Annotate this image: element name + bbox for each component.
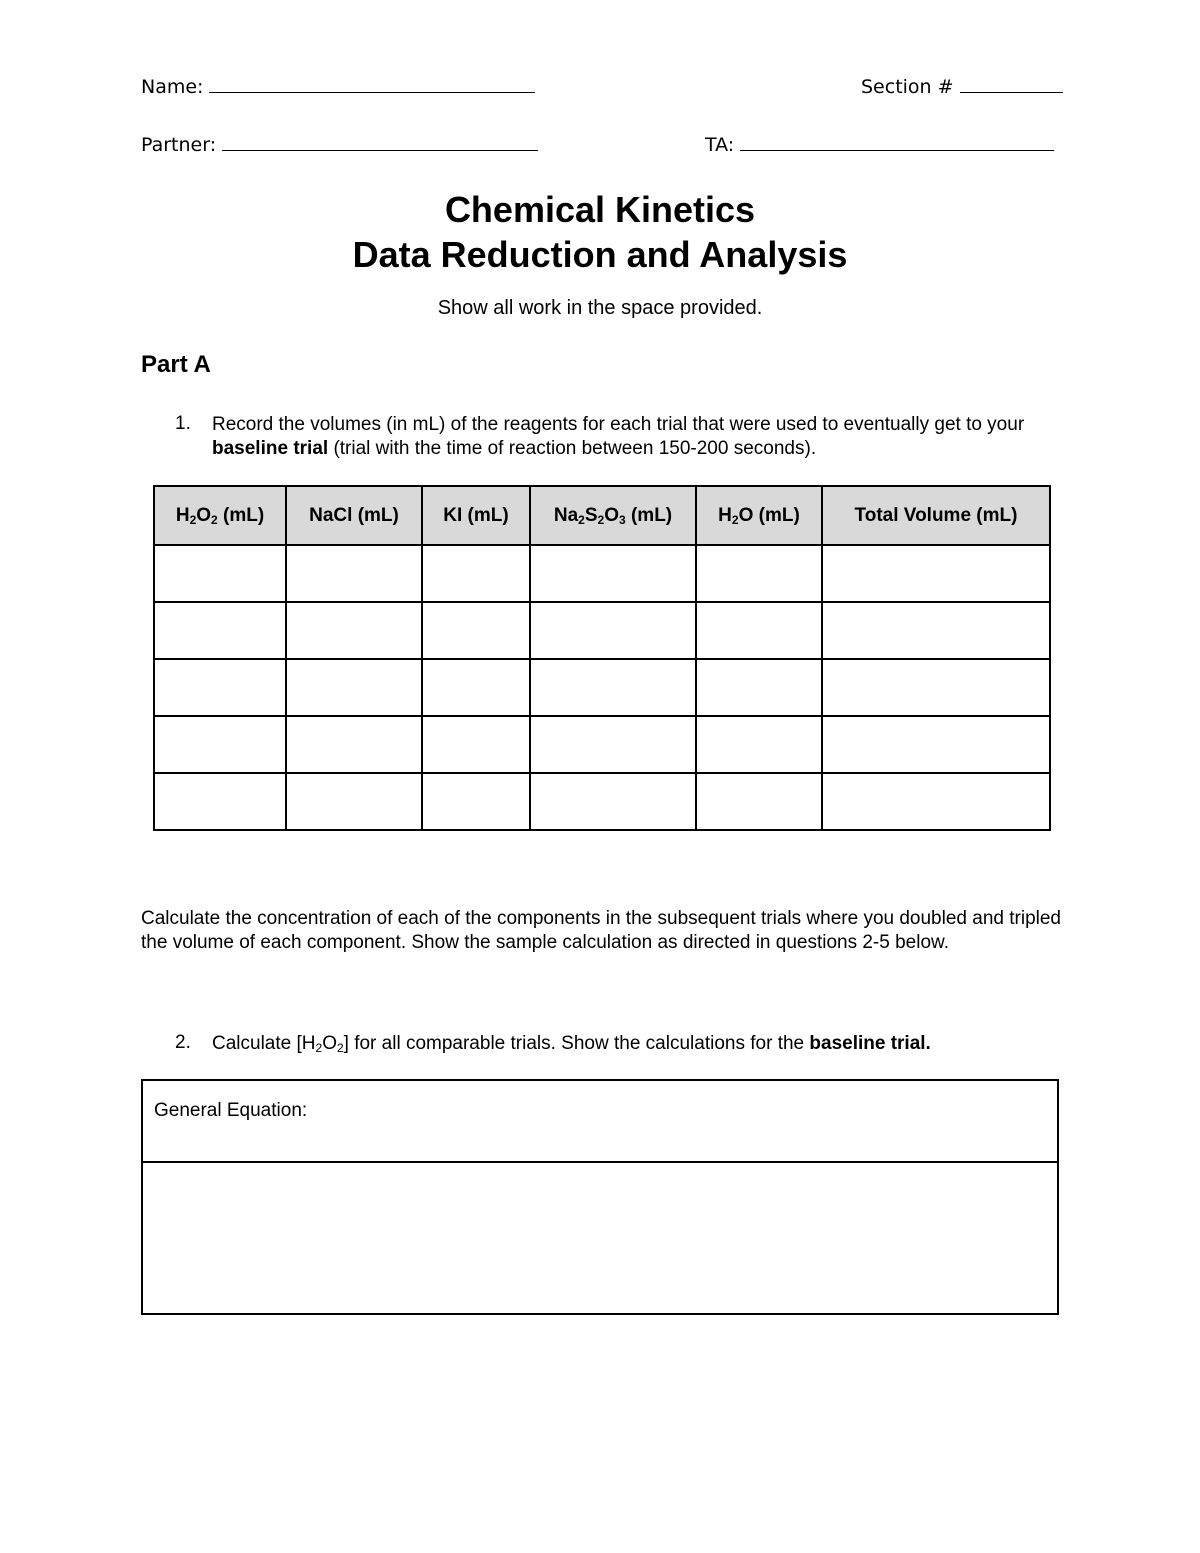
- page-title: Chemical Kinetics: [444, 189, 756, 230]
- table-cell[interactable]: [154, 659, 286, 716]
- partner-label: Partner:: [141, 134, 217, 156]
- table-cell[interactable]: [422, 773, 530, 830]
- col-header-total-volume: Total Volume (mL): [822, 486, 1050, 545]
- question-1-number: 1.: [175, 413, 191, 434]
- col-header-h2o2: $H_2O_2$ (mL): [154, 486, 286, 545]
- table-cell[interactable]: [286, 773, 422, 830]
- partner-blank[interactable]: [222, 132, 538, 151]
- instructions: Show all work in the space provided.: [437, 297, 763, 319]
- table-cell[interactable]: [286, 545, 422, 602]
- name-label: Name:: [141, 76, 204, 98]
- table-cell[interactable]: [696, 716, 822, 773]
- col-header-na2s2o3: $Na_2S_2O_3$ (mL): [530, 486, 696, 545]
- question-1-text: [212, 413, 1042, 461]
- table-cell[interactable]: [530, 545, 696, 602]
- calculation-instructions: Calculate the concentration of each of the components in the subsequent trials where you doubled and tripled the volume of each component. Show the sample calculation as directed in questions 2-5 below.: [141, 908, 1061, 953]
- table-cell[interactable]: [154, 602, 286, 659]
- table-cell[interactable]: [286, 716, 422, 773]
- table-cell[interactable]: [696, 773, 822, 830]
- name-field-row: [141, 74, 535, 98]
- table-header-row: [154, 486, 1050, 545]
- table-cell[interactable]: [286, 602, 422, 659]
- table-cell[interactable]: [530, 659, 696, 716]
- section-field-row: [861, 74, 1063, 98]
- table-cell[interactable]: [154, 773, 286, 830]
- general-equation-box: [141, 1079, 1059, 1315]
- table-cell[interactable]: [154, 716, 286, 773]
- ta-label: TA:: [705, 134, 735, 156]
- table-cell[interactable]: [822, 602, 1050, 659]
- table-row: [154, 602, 1050, 659]
- table-row: [154, 716, 1050, 773]
- table-row: [154, 545, 1050, 602]
- ta-field-row: [705, 132, 1054, 156]
- question-2-number: 2.: [175, 1032, 191, 1053]
- table-row: [154, 773, 1050, 830]
- col-header-ki: KI (mL): [422, 486, 530, 545]
- page-subtitle-title: Data Reduction and Analysis: [352, 234, 848, 275]
- q1-bold: baseline trial: [212, 438, 329, 459]
- part-a-heading: Part A: [141, 351, 211, 378]
- reagent-volume-table: [153, 485, 1051, 831]
- section-label: Section #: [861, 76, 954, 98]
- section-blank[interactable]: [960, 74, 1063, 93]
- table-cell[interactable]: [422, 545, 530, 602]
- table-cell[interactable]: [154, 545, 286, 602]
- partner-field-row: [141, 132, 538, 156]
- table-cell[interactable]: [422, 602, 530, 659]
- q1-text-before: Record the volumes (in mL) of the reagents for each trial that were used to eventually get to your: [212, 414, 1025, 435]
- name-blank[interactable]: [209, 74, 535, 93]
- table-cell[interactable]: [822, 545, 1050, 602]
- q1-text-after: (trial with the time of reaction between 150-200 seconds).: [328, 438, 817, 459]
- question-2-text: Calculate $[H_2O_2]$ for all comparable trials. Show the calculations for the baseline trial.: [212, 1033, 931, 1055]
- q2-text-after: ] for all comparable trials. Show the calculations for the: [343, 1033, 810, 1054]
- col-header-nacl: NaCl (mL): [286, 486, 422, 545]
- table-cell[interactable]: [696, 602, 822, 659]
- table-cell[interactable]: [530, 716, 696, 773]
- table-cell[interactable]: [422, 716, 530, 773]
- table-cell[interactable]: [530, 773, 696, 830]
- table-row: [154, 659, 1050, 716]
- table-cell[interactable]: [286, 659, 422, 716]
- table-cell[interactable]: [822, 773, 1050, 830]
- general-equation-label[interactable]: General Equation:: [143, 1081, 1057, 1163]
- ta-blank[interactable]: [740, 132, 1054, 151]
- q2-text-before: Calculate [H: [212, 1033, 316, 1054]
- table-cell[interactable]: [422, 659, 530, 716]
- table-cell[interactable]: [530, 602, 696, 659]
- q2-bold: baseline trial.: [809, 1033, 931, 1054]
- col-header-h2o: $H_2O$ (mL): [696, 486, 822, 545]
- table-cell[interactable]: [696, 545, 822, 602]
- table-cell[interactable]: [822, 716, 1050, 773]
- table-cell[interactable]: [696, 659, 822, 716]
- table-cell[interactable]: [822, 659, 1050, 716]
